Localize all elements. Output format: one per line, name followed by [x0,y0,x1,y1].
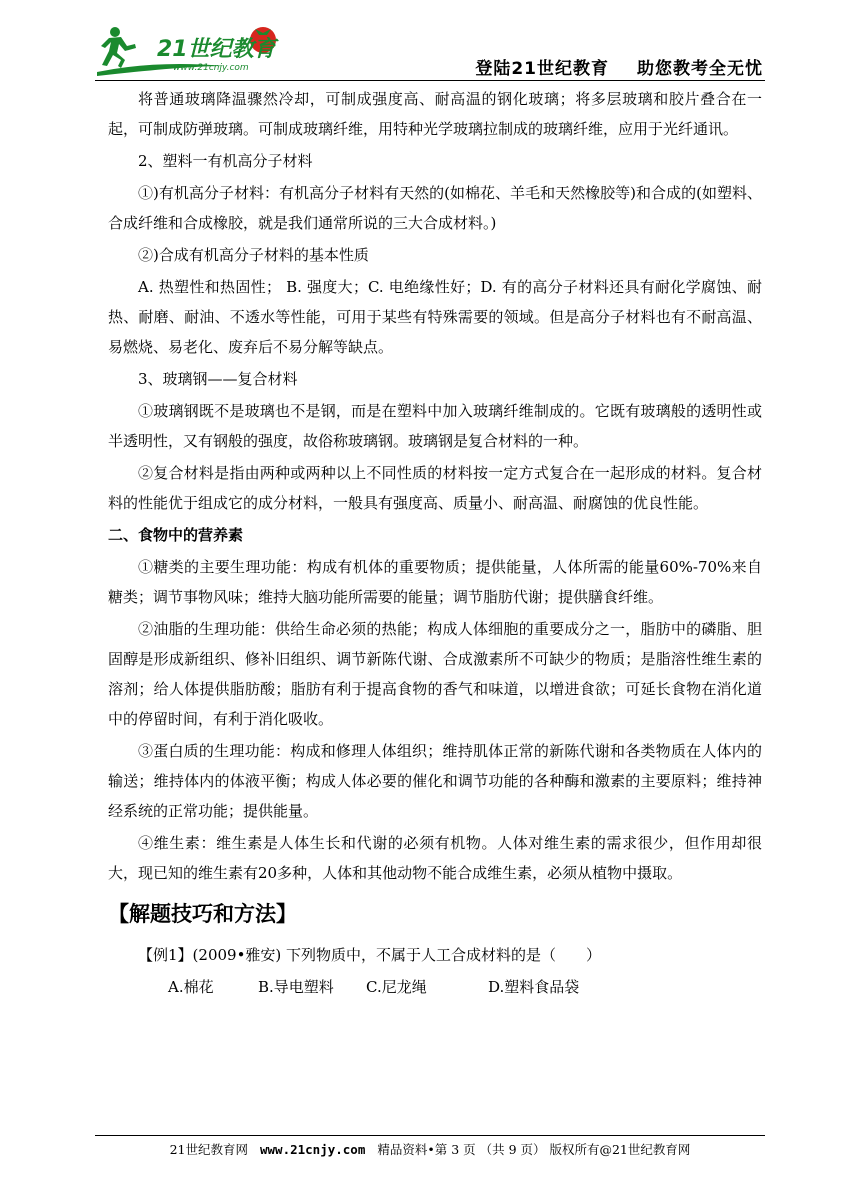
subheading-plastics: 2、塑料一有机高分子材料 [138,152,313,170]
paragraph-composite: ②复合材料是指由两种或两种以上不同性质的材料按一定方式复合在一起形成的材料。复合材料的性能优于组成它的成分材料，一般具有强度高、质量小、耐高温、耐腐蚀的优良性能。 [108,464,762,512]
subheading-fiberglass: 3、玻璃钢——复合材料 [138,370,298,388]
page-header [95,20,765,82]
paragraph-fiberglass: ①玻璃钢既不是玻璃也不是钢，而是在塑料中加入玻璃纤维制成的。它既有玻璃般的透明性或半透明性，又有钢般的强度，故俗称玻璃钢。玻璃钢是复合材料的一种。 [108,402,762,450]
paragraph-vitamins: ④维生素：维生素是人体生长和代谢的必须有机物。人体对维生素的需求很少，但作用却很大，现已知的维生素有20多种，人体和其他动物不能合成维生素，必须从植物中摄取。 [108,834,762,882]
footer-text [95,1136,765,1158]
header-slogan-left: 登陆21世纪教育 [475,59,609,79]
document-body [108,84,762,1002]
logo-text: 21世纪教育 [157,37,276,62]
paragraph-carbohydrates: ①糖类的主要生理功能：构成有机体的重要物质；提供能量，人体所需的能量60%-70%来自糖类；调节事物风味；维持大脑功能所需要的能量；调节脂肪代谢；提供膳食纤维。 [108,558,762,606]
running-person-icon [101,27,136,68]
option-c: C.尼龙绳 [366,978,427,996]
example-question: 【例1】(2009•雅安) 下列物质中，不属于人工合成材料的是（ ） [138,946,602,964]
subheading-polymer-properties: ②)合成有机高分子材料的基本性质 [138,246,369,264]
logo-url: www.21cnjy.com [173,63,249,73]
header-slogan-right: 助您教考全无忧 [637,59,763,79]
footer-url[interactable]: www.21cnjy.com [260,1142,366,1157]
header-divider [95,80,765,81]
footer-site-name: 21世纪教育网 [169,1142,248,1157]
site-logo [95,20,305,80]
header-slogan [475,54,763,79]
example-options [108,972,762,1002]
footer-page-info: 精品资料•第 3 页 （共 9 页） 版权所有@21世纪教育网 [377,1142,691,1157]
page-footer [95,1135,765,1158]
paragraph-glass: 将普通玻璃降温骤然冷却，可制成强度高、耐高温的钢化玻璃；将多层玻璃和胶片叠合在一起，可制成防弹玻璃。可制成玻璃纤维，用特种光学玻璃拉制成的玻璃纤维，应用于光纤通讯。 [108,90,762,138]
option-d: D.塑料食品袋 [488,978,580,996]
option-a: A.棉花 [168,978,214,996]
paragraph-polymer-properties: A. 热塑性和热固性； B. 强度大；C. 电绝缘性好；D. 有的高分子材料还具有耐化学腐蚀、耐热、耐磨、耐油、不透水等性能，可用于某些有特殊需要的领域。但是高分子材料也有不耐高温、易燃烧、易老化、废弃后不易分解等缺点。 [108,278,762,356]
option-b: B.导电塑料 [258,978,334,996]
methods-heading: 【解题技巧和方法】 [108,902,297,926]
paragraph-proteins: ③蛋白质的生理功能：构成和修理人体组织；维持肌体正常的新陈代谢和各类物质在人体内的输送；维持体内的体液平衡；构成人体必要的催化和调节功能的各种酶和激素的主要原料；维持神经系统的正常功能；提供能量。 [108,742,762,820]
paragraph-fats: ②油脂的生理功能：供给生命必须的热能；构成人体细胞的重要成分之一，脂肪中的磷脂、胆固醇是形成新组织、修补旧组织、调节新陈代谢、合成激素所不可缺少的物质；是脂溶性维生素的溶剂；给人体提供脂肪酸；脂肪有利于提高食物的香气和味道，以增进食欲；可延长食物在消化道中的停留时间，有利于消化吸收。 [108,620,762,728]
paragraph-polymer-definition: ①)有机高分子材料：有机高分子材料有天然的(如棉花、羊毛和天然橡胶等)和合成的(如塑料、合成纤维和合成橡胶，就是我们通常所说的三大合成材料。) [108,184,762,232]
section-heading-nutrients: 二、食物中的营养素 [108,526,244,544]
